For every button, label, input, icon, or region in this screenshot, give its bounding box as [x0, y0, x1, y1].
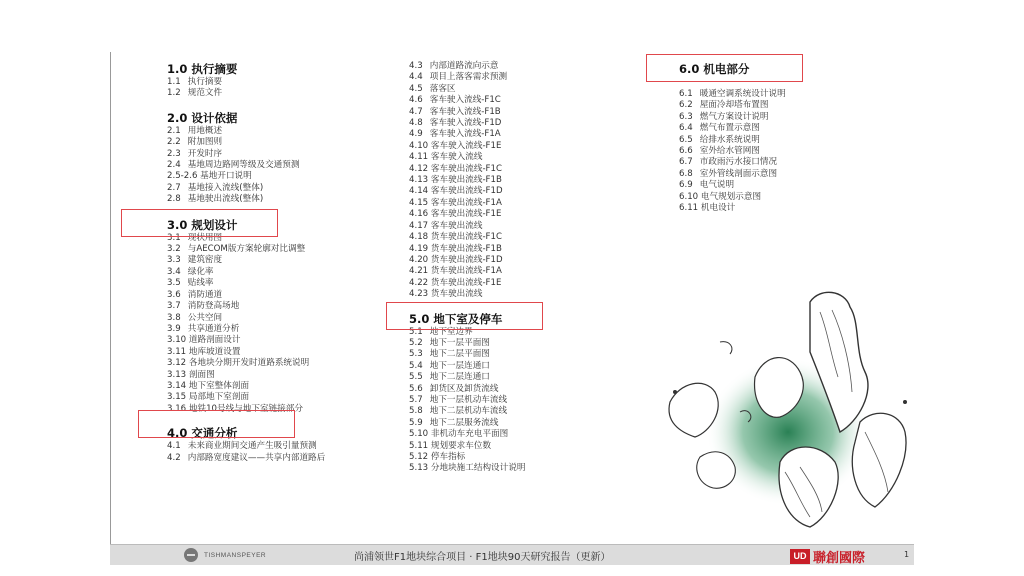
ink-landscape-illustration: [660, 282, 920, 542]
toc-entry: [409, 452, 629, 463]
toc-entry-number: 6.11: [679, 203, 699, 214]
toc-entry: [409, 349, 629, 360]
toc-entry-number: 4.1: [167, 441, 181, 452]
toc-entry-text: 电气说明: [699, 180, 735, 191]
highlight-box-section-4: [138, 410, 295, 438]
toc-entry-number: 6.6: [679, 146, 693, 157]
toc-entry-number: 4.22: [409, 277, 429, 288]
toc-entry: [167, 347, 377, 358]
toc-entry: [679, 89, 839, 100]
toc-entry: [679, 192, 839, 203]
toc-column-2: [409, 61, 629, 475]
section-list-2: [167, 126, 377, 206]
toc-entry: [167, 183, 377, 194]
toc-entry-text: 规划要求车位数: [430, 440, 492, 451]
partner-logo-text: TISHMANSPEYER: [204, 551, 267, 559]
section-title-2: 2.0 设计依据: [167, 110, 238, 125]
toc-entry: [409, 84, 629, 95]
toc-entry-number: 4.11: [409, 152, 429, 163]
toc-entry-text: 项目上落客需求预测: [429, 72, 508, 83]
toc-entry-number: 3.12: [167, 358, 187, 369]
toc-entry-text: 燃气布置示意图: [699, 123, 760, 134]
section-list-5: [409, 327, 629, 475]
toc-entry: [167, 392, 377, 403]
toc-entry-text: 贴线率: [187, 278, 214, 289]
toc-entry-number: 4.18: [409, 232, 429, 243]
toc-entry-text: 地下二层服务流线: [429, 417, 499, 428]
toc-entry-number: 2.4: [167, 160, 181, 171]
toc-entry-number: 4.13: [409, 175, 429, 186]
toc-entry: [409, 61, 629, 72]
toc-entry-number: 2.8: [167, 194, 181, 205]
toc-entry-number: 3.16: [167, 403, 187, 414]
toc-entry-text: 机电设计: [700, 203, 736, 214]
footer-bar: [110, 544, 914, 565]
ud-logo-icon: UD: [790, 549, 810, 564]
toc-entry-text: 附加图则: [187, 137, 223, 148]
brand-name: 聯創國際: [813, 551, 866, 566]
toc-entry: [409, 198, 629, 209]
toc-entry-text: 地下一层连通口: [429, 360, 490, 371]
toc-entry-number: 5.8: [409, 406, 423, 417]
section-list-1: [167, 77, 377, 100]
toc-entry-text: 与AECOM版方案轮廓对比调整: [187, 244, 306, 255]
toc-entry-text: 局部地下室剖面: [188, 392, 250, 403]
toc-entry-number: 3.8: [167, 312, 181, 323]
toc-entry: [679, 112, 839, 123]
toc-entry-text: 分地块施工结构设计说明: [430, 463, 526, 474]
toc-entry: [679, 169, 839, 180]
toc-entry: [167, 278, 377, 289]
toc-entry-text: 开发时序: [187, 148, 223, 159]
toc-entry-text: 地铁10号线与地下室链接部分: [188, 403, 303, 414]
toc-entry-text: 基地周边路网等级及交通预测: [187, 160, 300, 171]
toc-entry: [167, 324, 377, 335]
toc-entry: [409, 384, 629, 395]
toc-entry: [409, 441, 629, 452]
toc-entry: [409, 186, 629, 197]
toc-entry: [409, 107, 629, 118]
toc-entry-number: 3.15: [167, 392, 187, 403]
toc-entry-number: 1.1: [167, 77, 181, 87]
toc-entry-text: 货车驶出流线-F1E: [430, 277, 502, 288]
toc-entry: [167, 370, 377, 381]
toc-entry-number: 6.5: [679, 134, 693, 145]
toc-entry-text: 基地驶出流线(整体): [187, 194, 264, 205]
section-list-6: [679, 89, 839, 214]
toc-entry: [409, 164, 629, 175]
toc-entry: [679, 146, 839, 157]
toc-entry-number: 3.6: [167, 289, 181, 300]
toc-entry-number: 2.1: [167, 125, 181, 136]
toc-entry-number: 5.4: [409, 360, 423, 371]
toc-entry: [167, 194, 377, 205]
toc-entry-number: 4.5: [409, 83, 423, 94]
toc-entry-text: 地下二层平面图: [429, 349, 490, 360]
toc-entry: [409, 141, 629, 152]
toc-entry-text: 屋面冷却塔布置图: [699, 100, 769, 111]
toc-entry: [167, 358, 377, 369]
toc-entry-number: 3.4: [167, 266, 181, 277]
toc-entry-text: 室外管线剖面示意图: [699, 168, 778, 179]
toc-entry-text: 燃气方案设计说明: [699, 111, 769, 122]
toc-entry-text: 地下一层平面图: [429, 337, 490, 348]
toc-entry-text: 基地开口说明: [200, 171, 252, 182]
toc-entry: [167, 290, 377, 301]
toc-entry-text: 用地概述: [187, 125, 223, 136]
toc-entry-number: 3.9: [167, 323, 181, 334]
toc-entry-text: 地下二层机动车流线: [429, 406, 508, 417]
toc-entry-text: 客车驶出流线: [430, 220, 483, 231]
toc-entry-number: 2.7: [167, 182, 181, 193]
toc-entry-text: 客车驶入流线-F1D: [429, 118, 502, 129]
toc-entry-text: 地下室边界: [429, 326, 473, 337]
toc-entry-number: 4.6: [409, 95, 423, 106]
toc-entry: [679, 157, 839, 168]
toc-entry-number: 6.4: [679, 123, 693, 134]
toc-entry-text: 规范文件: [187, 88, 223, 99]
toc-entry-text: 消防通道: [187, 289, 223, 300]
toc-entry-number: 6.3: [679, 111, 693, 122]
toc-entry: [167, 137, 377, 148]
toc-entry: [409, 395, 629, 406]
toc-entry: [409, 72, 629, 83]
toc-entry: [409, 209, 629, 220]
toc-entry: [409, 255, 629, 266]
toc-entry: [167, 77, 377, 88]
toc-entry: [167, 149, 377, 160]
toc-entry-text: 绿化率: [187, 266, 214, 277]
brand-logo: [790, 547, 865, 566]
toc-entry: [409, 372, 629, 383]
toc-entry-text: 内部路宽度建议——共享内部道路后: [187, 452, 326, 463]
toc-entry-text: 地下室整体剖面: [188, 380, 250, 391]
toc-entry-text: 基地接入流线(整体): [187, 182, 264, 193]
toc-entry-number: 4.4: [409, 72, 423, 83]
section-list-3: [167, 233, 377, 416]
toc-entry: [167, 441, 377, 452]
toc-entry-text: 地下二层连通口: [429, 372, 490, 383]
toc-entry: [167, 267, 377, 278]
toc-entry-text: 客车驶入流线-F1A: [429, 129, 501, 140]
toc-entry: [409, 266, 629, 277]
toc-entry-number: 2.2: [167, 137, 181, 148]
toc-entry-number: 4.23: [409, 289, 429, 300]
toc-entry-number: 4.14: [409, 186, 429, 197]
toc-entry: [167, 453, 377, 464]
toc-entry: [167, 313, 377, 324]
toc-entry: [409, 418, 629, 429]
toc-entry: [409, 244, 629, 255]
toc-entry-text: 客车驶出流线-F1D: [430, 186, 503, 197]
toc-entry-text: 电气规划示意图: [700, 191, 762, 202]
toc-entry-number: 3.10: [167, 335, 187, 346]
toc-entry-text: 给排水系统说明: [699, 134, 760, 145]
toc-entry-text: 地下一层机动车流线: [429, 394, 508, 405]
toc-entry-text: 执行摘要: [187, 77, 223, 87]
toc-entry: [409, 289, 629, 300]
toc-entry-text: 客车驶出流线-F1C: [430, 163, 502, 174]
toc-entry-number: 3.14: [167, 380, 187, 391]
toc-entry-text: 剖面图: [188, 369, 215, 380]
toc-entry-text: 各地块分期开发时道路系统说明: [188, 358, 310, 369]
toc-entry-text: 货车驶出流线-F1D: [430, 254, 503, 265]
toc-column-1: [167, 62, 377, 464]
tishman-logo-icon: [184, 548, 198, 562]
toc-entry: [167, 335, 377, 346]
highlight-box-section-5: [386, 302, 543, 330]
toc-entry: [679, 135, 839, 146]
toc-entry: [679, 123, 839, 134]
section-list-4-part-1: [167, 441, 377, 464]
toc-entry-text: 客车驶出流线-F1A: [430, 197, 502, 208]
toc-entry-text: 客车驶入流线-F1C: [429, 95, 501, 106]
toc-entry-number: 4.2: [167, 452, 181, 463]
toc-entry-text: 客车驶入流线-F1E: [430, 140, 502, 151]
toc-entry-text: 落客区: [429, 83, 456, 94]
toc-entry-number: 6.2: [679, 100, 693, 111]
toc-entry-number: 3.3: [167, 255, 181, 266]
toc-entry-number: 5.6: [409, 383, 423, 394]
toc-entry-number: 4.3: [409, 61, 423, 71]
toc-entry: [409, 118, 629, 129]
toc-entry-number: 5.2: [409, 337, 423, 348]
toc-entry-text: 暖通空调系统设计说明: [699, 89, 786, 99]
toc-entry-number: 3.5: [167, 278, 181, 289]
toc-entry: [409, 429, 629, 440]
toc-entry: [409, 278, 629, 289]
toc-entry-text: 内部道路流向示意: [429, 61, 499, 71]
toc-entry: [409, 463, 629, 474]
toc-entry: [167, 171, 377, 182]
partner-logo: [184, 548, 266, 562]
toc-entry-text: 非机动车充电平面图: [430, 429, 509, 440]
toc-entry: [409, 338, 629, 349]
toc-entry-number: 4.16: [409, 209, 429, 220]
toc-entry-text: 客车驶入流线-F1B: [429, 106, 501, 117]
toc-entry-number: 4.12: [409, 163, 429, 174]
toc-entry: [167, 160, 377, 171]
toc-entry-number: 6.1: [679, 89, 693, 99]
toc-entry-number: 2.3: [167, 148, 181, 159]
page-number: 1: [904, 550, 910, 559]
toc-column-3: [679, 62, 839, 214]
toc-entry-text: 货车驶出流线-F1A: [430, 266, 502, 277]
highlight-box-section-3: [121, 209, 278, 237]
toc-entry-number: 5.3: [409, 349, 423, 360]
toc-entry-number: 5.13: [409, 463, 429, 474]
toc-entry-number: 5.1: [409, 326, 423, 337]
section-title-4: 4.0 交通分析: [167, 426, 238, 441]
toc-entry: [409, 361, 629, 372]
toc-entry-number: 4.10: [409, 140, 429, 151]
toc-entry: [409, 175, 629, 186]
toc-entry: [409, 152, 629, 163]
toc-entry-number: 5.9: [409, 417, 423, 428]
toc-entry-number: 5.12: [409, 452, 429, 462]
toc-entry-text: 客车驶出流线-F1B: [430, 175, 502, 186]
toc-entry: [409, 232, 629, 243]
section-title-6: 6.0 机电部分: [679, 62, 750, 76]
toc-entry-text: 消防登高场地: [187, 301, 240, 312]
toc-entry-number: 6.10: [679, 191, 699, 202]
toc-entry-text: 货车驶出流线: [430, 289, 483, 300]
toc-entry: [679, 203, 839, 214]
toc-entry-number: 1.2: [167, 88, 181, 99]
toc-entry-number: 4.9: [409, 129, 423, 140]
toc-entry-number: 5.11: [409, 440, 429, 451]
toc-entry-number: 5.10: [409, 429, 429, 440]
toc-entry-text: 停车指标: [430, 452, 466, 462]
toc-entry: [167, 88, 377, 99]
toc-entry-number: 4.19: [409, 243, 429, 254]
toc-entry: [167, 301, 377, 312]
toc-entry-number: 6.7: [679, 157, 693, 168]
toc-entry-text: 共享通道分析: [187, 323, 240, 334]
toc-entry-text: 地库坡道设置: [188, 346, 241, 357]
toc-entry-number: 4.17: [409, 220, 429, 231]
toc-entry: [679, 100, 839, 111]
toc-entry-text: 道路剖面设计: [188, 335, 241, 346]
toc-entry-number: 5.5: [409, 372, 423, 383]
section-title-1: 1.0 执行摘要: [167, 62, 238, 76]
toc-entry: [409, 221, 629, 232]
section-title-5: 5.0 地下室及停车: [409, 311, 503, 326]
toc-entry: [167, 244, 377, 255]
toc-entry-text: 市政雨污水接口情况: [699, 157, 778, 168]
toc-entry-text: 客车驶出流线-F1E: [430, 209, 502, 220]
toc-entry: [679, 180, 839, 191]
toc-entry: [167, 381, 377, 392]
toc-entry-text: 室外给水管网图: [699, 146, 760, 157]
toc-entry-text: 卸货区及卸货流线: [429, 383, 499, 394]
toc-entry-text: 货车驶出流线-F1B: [430, 243, 502, 254]
toc-entry-text: 建筑密度: [187, 255, 223, 266]
toc-entry-number: 6.8: [679, 168, 693, 179]
toc-entry-text: 未来商业期间交通产生吸引量预测: [187, 441, 317, 452]
toc-entry-number: 2.5-2.6: [167, 171, 198, 182]
toc-entry-number: 4.20: [409, 254, 429, 265]
report-title: 尚浦领世F1地块综合项目 · F1地块90天研究报告（更新）: [354, 552, 611, 563]
toc-entry-number: 3.11: [167, 346, 187, 357]
toc-entry-number: 4.7: [409, 106, 423, 117]
toc-entry: [167, 255, 377, 266]
toc-entry: [409, 406, 629, 417]
toc-entry-number: 3.13: [167, 369, 187, 380]
toc-entry-number: 5.7: [409, 394, 423, 405]
toc-entry: [167, 126, 377, 137]
section-title-3: 3.0 规划设计: [167, 217, 238, 232]
toc-entry-text: 公共空间: [187, 312, 223, 323]
toc-entry-text: 货车驶出流线-F1C: [430, 232, 502, 243]
highlight-box-section-6: [646, 54, 803, 82]
toc-entry: [409, 95, 629, 106]
toc-entry-text: 现状用图: [187, 232, 223, 243]
toc-entry-number: 3.2: [167, 244, 181, 255]
toc-entry-number: 4.21: [409, 266, 429, 277]
toc-entry-number: 3.1: [167, 232, 181, 243]
toc-entry-number: 6.9: [679, 180, 693, 191]
toc-entry-number: 4.8: [409, 118, 423, 129]
toc-entry-number: 4.15: [409, 197, 429, 208]
toc-entry: [409, 129, 629, 140]
left-margin-rule: [110, 52, 111, 544]
section-list-4-part-2: [409, 61, 629, 301]
toc-entry-text: 客车驶入流线: [430, 152, 483, 163]
toc-entry-number: 3.7: [167, 301, 181, 312]
